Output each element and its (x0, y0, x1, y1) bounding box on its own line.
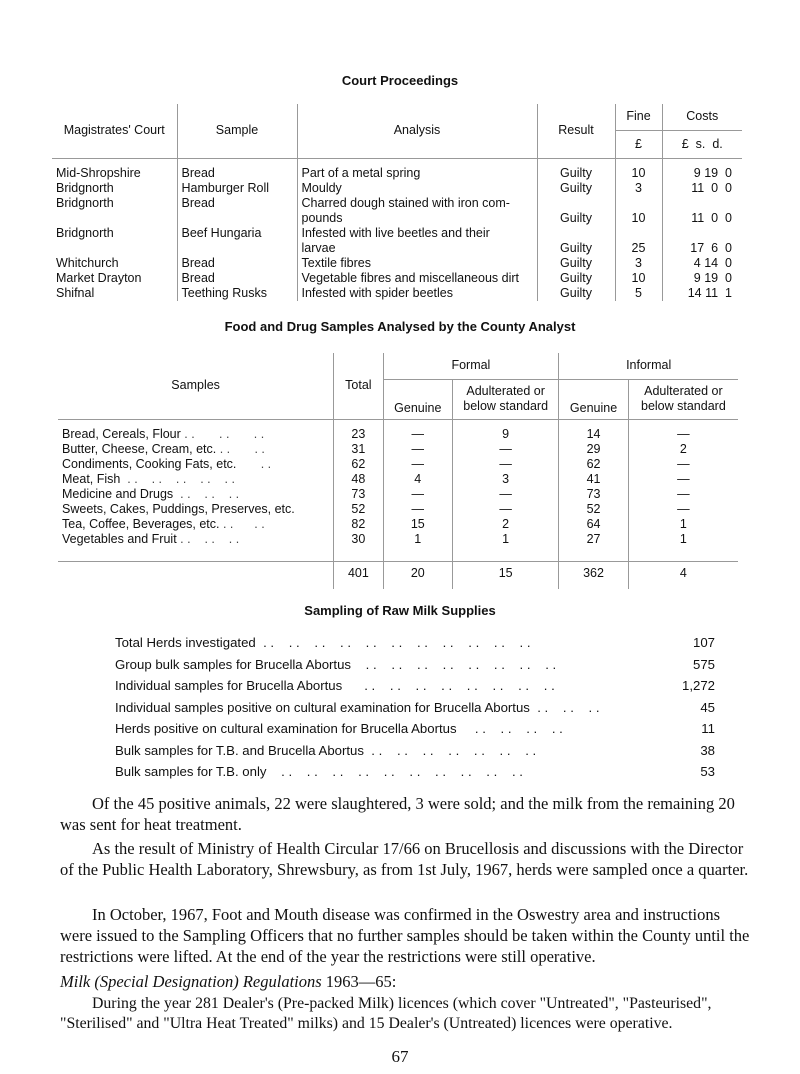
food-totals-row (58, 561, 738, 589)
food-cell-total: 73 (334, 487, 383, 502)
food-sample-name (58, 457, 334, 472)
header-court: Magistrates' Court (52, 104, 177, 158)
court-cell-costs (662, 196, 742, 211)
court-cell-court: Whitchurch (52, 256, 177, 271)
court-cell-sample: Bread (177, 271, 297, 286)
milk-value: 53 (700, 764, 715, 779)
court-cell-analysis: Textile fibres (297, 256, 537, 271)
food-cell-total: 31 (334, 442, 383, 457)
milk-row (115, 697, 715, 719)
food-cell-total: 82 (334, 517, 383, 532)
milk-row (115, 675, 715, 697)
food-sample-name (58, 427, 334, 442)
milk-row (115, 761, 715, 783)
milk-value: 1,272 (681, 678, 715, 693)
food-cell-i_gen: 29 (559, 442, 629, 457)
food-cell-f_gen: 4 (383, 472, 453, 487)
food-cell-f_gen: — (383, 427, 453, 442)
food-cell-i_adul: — (677, 502, 690, 516)
header-formal: Formal (383, 353, 559, 379)
header-costs-unit: £ s. d. (681, 136, 723, 151)
court-cell-costs: 17 6 0 (690, 241, 732, 255)
food-row (58, 442, 738, 457)
food-sample-leader-dots: . . . . (219, 517, 265, 531)
food-cell-f_adul: — (453, 502, 559, 517)
food-cell-total: 62 (334, 457, 383, 472)
court-cell-analysis: Part of a metal spring (297, 166, 537, 181)
milk-value: 38 (700, 742, 715, 758)
food-row (58, 472, 738, 487)
food-sample-label: Vegetables and Fruit (62, 532, 177, 546)
court-row (52, 166, 742, 181)
food-row (58, 502, 738, 517)
court-cell-court: Market Drayton (52, 271, 177, 286)
paragraph-circular: As the result of Ministry of Health Circular 17/66 on Brucellosis and discussions with the Director of the Public Health Laboratory, Shrewsbury, as from 1st July, 1967, herds were sampled once a quarter. (60, 839, 749, 879)
milk-label: Group bulk samples for Brucella Abortus . . . . . . . . . . . . . . . . (115, 656, 557, 672)
header-formal-genuine: Genuine (383, 379, 453, 419)
header-fine: Fine (615, 104, 662, 130)
court-cell-analysis: larvae (297, 241, 537, 256)
food-cell-i_gen: 14 (559, 427, 629, 442)
court-cell-analysis: Vegetable fibres and miscellaneous dirt (297, 271, 537, 286)
food-cell-f_adul: — (453, 487, 559, 502)
court-cell-costs: 9 19 0 (693, 166, 732, 180)
court-cell-costs: 14 11 1 (687, 286, 732, 300)
total-formal-adulterated: 15 (453, 561, 559, 589)
court-cell-fine: 10 (615, 211, 662, 226)
paragraph-foot-mouth: In October, 1967, Foot and Mouth disease was confirmed in the Oswestry area and instructions were issued to the Sampling Officers that no further samples should be taken within the County until the restrictions were lifted. At the end of the year the restrictions were still operative. (60, 905, 750, 966)
food-cell-f_gen: 1 (383, 532, 453, 547)
court-row (52, 181, 742, 196)
food-row (58, 457, 738, 472)
court-cell-sample: Teething Rusks (177, 286, 297, 301)
food-sample-label: Meat, Fish (62, 472, 121, 486)
total-informal-genuine: 362 (559, 561, 629, 589)
court-proceedings-table (52, 104, 742, 301)
food-sample-label: Butter, Cheese, Cream, etc. (62, 442, 217, 456)
food-sample-label: Condiments, Cooking Fats, etc. (62, 457, 237, 471)
milk-label: Total Herds investigated . . . . . . . . . . . . . . . . . . . . . . (115, 635, 531, 650)
court-cell-sample: Bread (177, 166, 297, 181)
header-informal: Informal (559, 353, 738, 379)
milk-value: 107 (692, 635, 715, 650)
milk-list (115, 632, 715, 783)
food-sample-name (58, 442, 334, 457)
court-cell-costs: 11 0 0 (691, 181, 732, 195)
food-sample-name (58, 472, 334, 487)
food-cell-f_adul: 1 (453, 532, 559, 547)
food-drug-table (58, 353, 738, 589)
court-cell-result: Guilty (537, 166, 615, 181)
food-cell-f_adul: 2 (453, 517, 559, 532)
court-cell-sample: Bread (177, 256, 297, 271)
header-total: Total (334, 353, 383, 419)
food-row (58, 487, 738, 502)
food-cell-i_gen: 73 (559, 487, 629, 502)
regulations-heading (60, 971, 750, 992)
food-row (58, 427, 738, 442)
milk-row (115, 654, 715, 676)
food-sample-leader-dots: . . . . . . (173, 487, 240, 501)
food-sample-label: Tea, Coffee, Beverages, etc. (62, 517, 220, 531)
court-row (52, 256, 742, 271)
court-proceedings-title: Court Proceedings (341, 73, 459, 88)
regulations-heading-rest: 1963—65: (321, 972, 397, 991)
food-row (58, 517, 738, 532)
court-cell-costs: 9 19 0 (693, 271, 732, 285)
court-cell-result: Guilty (537, 286, 615, 301)
court-cell-sample (177, 241, 297, 256)
court-cell-analysis: Infested with spider beetles (297, 286, 537, 301)
total-formal-genuine: 20 (383, 561, 453, 589)
food-row (58, 532, 738, 547)
food-sample-leader-dots: . . (236, 457, 272, 471)
court-cell-result (537, 226, 615, 241)
court-cell-result: Guilty (537, 181, 615, 196)
court-cell-costs (662, 226, 742, 241)
regulations-heading-italic: Milk (Special Designation) Regulations (60, 972, 322, 991)
court-cell-court (52, 211, 177, 226)
food-sample-name (58, 487, 334, 502)
court-row (52, 271, 742, 286)
food-cell-i_gen: 27 (559, 532, 629, 547)
food-cell-f_gen: — (383, 442, 453, 457)
header-costs: Costs (662, 104, 742, 130)
milk-row (115, 718, 715, 740)
court-cell-fine: 5 (615, 286, 662, 301)
court-cell-analysis: Infested with live beetles and their (297, 226, 537, 241)
court-cell-sample: Beef Hungaria (177, 226, 297, 241)
food-sample-label: Medicine and Drugs (62, 487, 174, 501)
milk-label: Individual samples positive on cultural examination for Brucella Abortus . . . . . . (115, 699, 600, 715)
food-cell-f_gen: — (383, 487, 453, 502)
paragraph-slaughter: Of the 45 positive animals, 22 were slaughtered, 3 were sold; and the milk from the remaining 20 was sent for heat treatment. (60, 794, 735, 834)
food-cell-i_gen: 41 (559, 472, 629, 487)
court-cell-result: Guilty (537, 256, 615, 271)
milk-row (115, 632, 715, 654)
food-cell-f_adul: — (453, 457, 559, 472)
milk-row (115, 740, 715, 762)
court-cell-court: Bridgnorth (52, 196, 177, 211)
court-cell-result (537, 196, 615, 211)
court-cell-fine (615, 196, 662, 211)
court-cell-sample: Hamburger Roll (177, 181, 297, 196)
court-cell-fine: 10 (615, 166, 662, 181)
food-cell-f_gen: 15 (383, 517, 453, 532)
court-cell-fine: 3 (615, 181, 662, 196)
court-cell-result: Guilty (537, 271, 615, 286)
court-cell-fine: 10 (615, 271, 662, 286)
header-informal-adulterated: Adulterated or below standard (641, 384, 726, 413)
header-analysis: Analysis (297, 104, 537, 158)
court-cell-result: Guilty (537, 211, 615, 226)
food-sample-leader-dots: . . . . . . (176, 532, 240, 546)
food-cell-i_gen: 52 (559, 502, 629, 517)
food-sample-name (58, 532, 334, 547)
court-row (52, 196, 742, 211)
food-cell-i_gen: 62 (559, 457, 629, 472)
court-cell-analysis: Mouldy (297, 181, 537, 196)
header-informal-genuine: Genuine (559, 379, 629, 419)
court-cell-court: Mid-Shropshire (52, 166, 177, 181)
milk-title: Sampling of Raw Milk Supplies (304, 603, 496, 618)
food-sample-name (58, 517, 334, 532)
food-cell-f_adul: — (453, 442, 559, 457)
court-row (52, 226, 742, 241)
court-row (52, 211, 742, 226)
food-sample-label: Sweets, Cakes, Puddings, Preserves, etc. (62, 502, 295, 516)
food-cell-i_adul: 1 (679, 517, 687, 531)
food-cell-total: 30 (334, 532, 383, 547)
milk-value: 575 (692, 656, 715, 672)
page-number: 67 (391, 1047, 409, 1066)
milk-label: Herds positive on cultural examination for Brucella Abortus . . . . . . . . (115, 721, 563, 736)
court-cell-result: Guilty (537, 241, 615, 256)
food-cell-f_adul: 3 (453, 472, 559, 487)
court-cell-court: Bridgnorth (52, 181, 177, 196)
court-cell-fine: 25 (615, 241, 662, 256)
food-cell-f_gen: — (383, 457, 453, 472)
court-cell-court: Bridgnorth (52, 226, 177, 241)
total-all: 401 (334, 561, 383, 589)
header-formal-adulterated: Adulterated or below standard (453, 379, 559, 419)
header-samples: Samples (58, 353, 334, 419)
court-cell-court (52, 241, 177, 256)
header-result: Result (537, 104, 615, 158)
food-cell-f_adul: 9 (453, 427, 559, 442)
food-sample-label: Bread, Cereals, Flour (62, 427, 181, 441)
food-cell-i_adul: 1 (679, 532, 687, 546)
food-cell-total: 52 (334, 502, 383, 517)
court-cell-court: Shifnal (52, 286, 177, 301)
food-sample-leader-dots: . . . . . . . . . . (120, 472, 235, 486)
milk-label: Individual samples for Brucella Abortus . . . . . . . . . . . . . . . . (115, 678, 555, 693)
food-cell-total: 48 (334, 472, 383, 487)
milk-label: Bulk samples for T.B. and Brucella Abortus . . . . . . . . . . . . . . (115, 742, 537, 758)
court-cell-sample: Bread (177, 196, 297, 211)
paragraph-licences: During the year 281 Dealer's (Pre-packed Milk) licences (which cover "Untreated", "Pasteurised", "Sterilised" and "Ultra Heat Treated" milks) and 15 Dealer's (Untreated) licences were operative. (60, 995, 712, 1032)
food-cell-i_adul: — (677, 427, 690, 441)
court-row (52, 286, 742, 301)
food-drug-title: Food and Drug Samples Analysed by the County Analyst (224, 319, 576, 334)
food-cell-i_gen: 64 (559, 517, 629, 532)
food-cell-i_adul: — (677, 457, 690, 471)
court-cell-analysis: Charred dough stained with iron com- (297, 196, 537, 211)
milk-label: Bulk samples for T.B. only . . . . . . . . . . . . . . . . . . . . (115, 764, 523, 779)
header-fine-unit: £ (615, 130, 662, 158)
food-sample-name (58, 502, 334, 517)
court-row (52, 241, 742, 256)
milk-value: 11 (701, 721, 715, 736)
food-cell-f_gen: — (383, 502, 453, 517)
court-cell-fine (615, 226, 662, 241)
milk-value: 45 (700, 699, 715, 715)
court-cell-fine: 3 (615, 256, 662, 271)
food-cell-i_adul: — (677, 487, 690, 501)
court-cell-costs: 4 14 0 (693, 256, 732, 270)
total-informal-adulterated: 4 (679, 565, 687, 580)
court-cell-costs: 11 0 0 (691, 211, 732, 225)
court-cell-sample (177, 211, 297, 226)
court-cell-analysis: pounds (297, 211, 537, 226)
food-cell-total: 23 (334, 427, 383, 442)
header-sample: Sample (177, 104, 297, 158)
food-sample-leader-dots: . . . . . . (180, 427, 265, 441)
food-cell-i_adul: 2 (679, 442, 687, 456)
food-cell-i_adul: — (677, 472, 690, 486)
food-sample-leader-dots: . . . . (216, 442, 265, 456)
